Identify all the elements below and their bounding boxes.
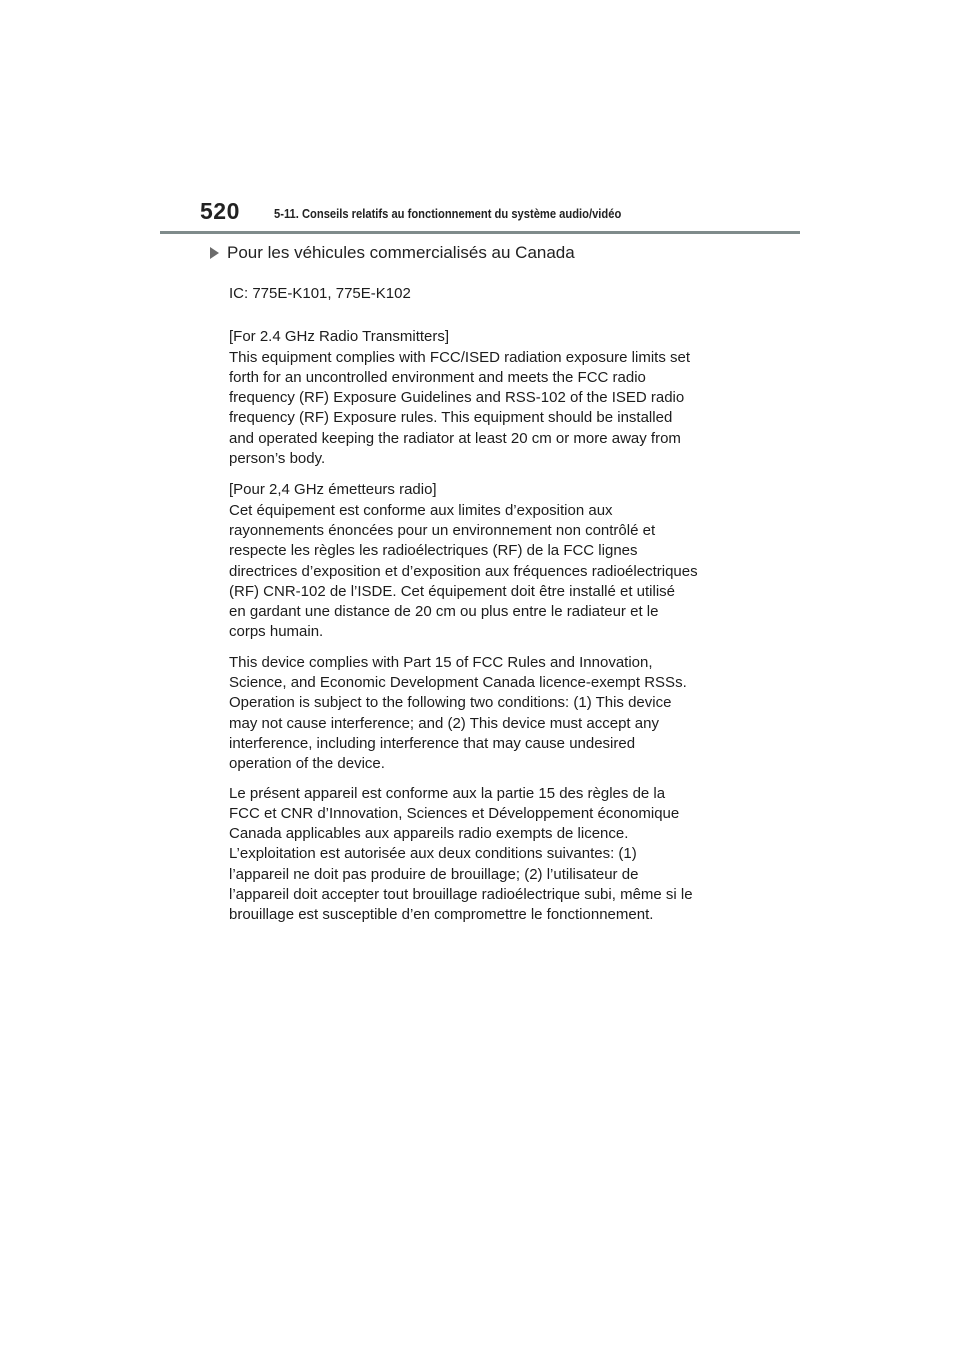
section-title: 5-11. Conseils relatifs au fonctionnement du système audio/vidéo [274,206,622,221]
header-divider [160,231,800,234]
ic-number: IC: 775E-K101, 775E-K102 [229,285,411,302]
intro-text: Pour les véhicules commercialisés au Canada [227,243,575,262]
english-heading: [For 2.4 GHz Radio Transmitters] [229,328,450,346]
triangle-right-icon [210,247,219,259]
french-heading: [Pour 2,4 GHz émetteurs radio] [229,481,437,499]
english-rf-paragraph: This equipment complies with FCC/ISED radiation exposure limits set forth for an uncontrolled environment and meets the FCC radio frequency (RF) Exposure Guidelines and RSS-102 of the ISED radio frequency (RF) Exposure rules. This equipment should be installed and operated keeping the radiator at least 20 cm or more away from person’s body. [229,348,691,468]
intro-line [210,243,575,263]
device-compliance-french: Le présent appareil est conforme aux la partie 15 des règles de la FCC et CNR d’Innovation, Sciences et Développement économique Canada applicables aux appareils radio exempts de licence. L’exploitation est autorisée aux deux conditions suivantes: (1) l’appareil ne doit pas produire de brouillage; (2) l’utilisateur de l’appareil doit accepter tout brouillage radioélectrique subi, même si le brouillage est susceptible d’en compromettre le fonctionnement. [229,784,693,924]
page-header [160,196,800,236]
page-number: 520 [200,198,240,224]
regulatory-label-image [229,284,749,926]
device-compliance-english: This device complies with Part 15 of FCC Rules and Innovation, Science, and Economic Development Canada licence-exempt RSSs. Operation is subject to the following two conditions: (1) This device may not cause interference; and (2) This device must accept any interference, including interference that may cause undesired operation of the device. [229,653,687,773]
french-rf-paragraph: Cet équipement est conforme aux limites d’exposition aux rayonnements énoncées pour un environnement non contrôlé et respecte les règles les radioélectriques (RF) de la FCC lignes directrices d’exposition et d’exposition aux fréquences radioélectriques (RF) CNR-102 de l’ISDE. Cet équipement doit être installé et utilisé en gardant une distance de 20 cm ou plus entre le radiateur et le corps humain. [229,501,698,641]
